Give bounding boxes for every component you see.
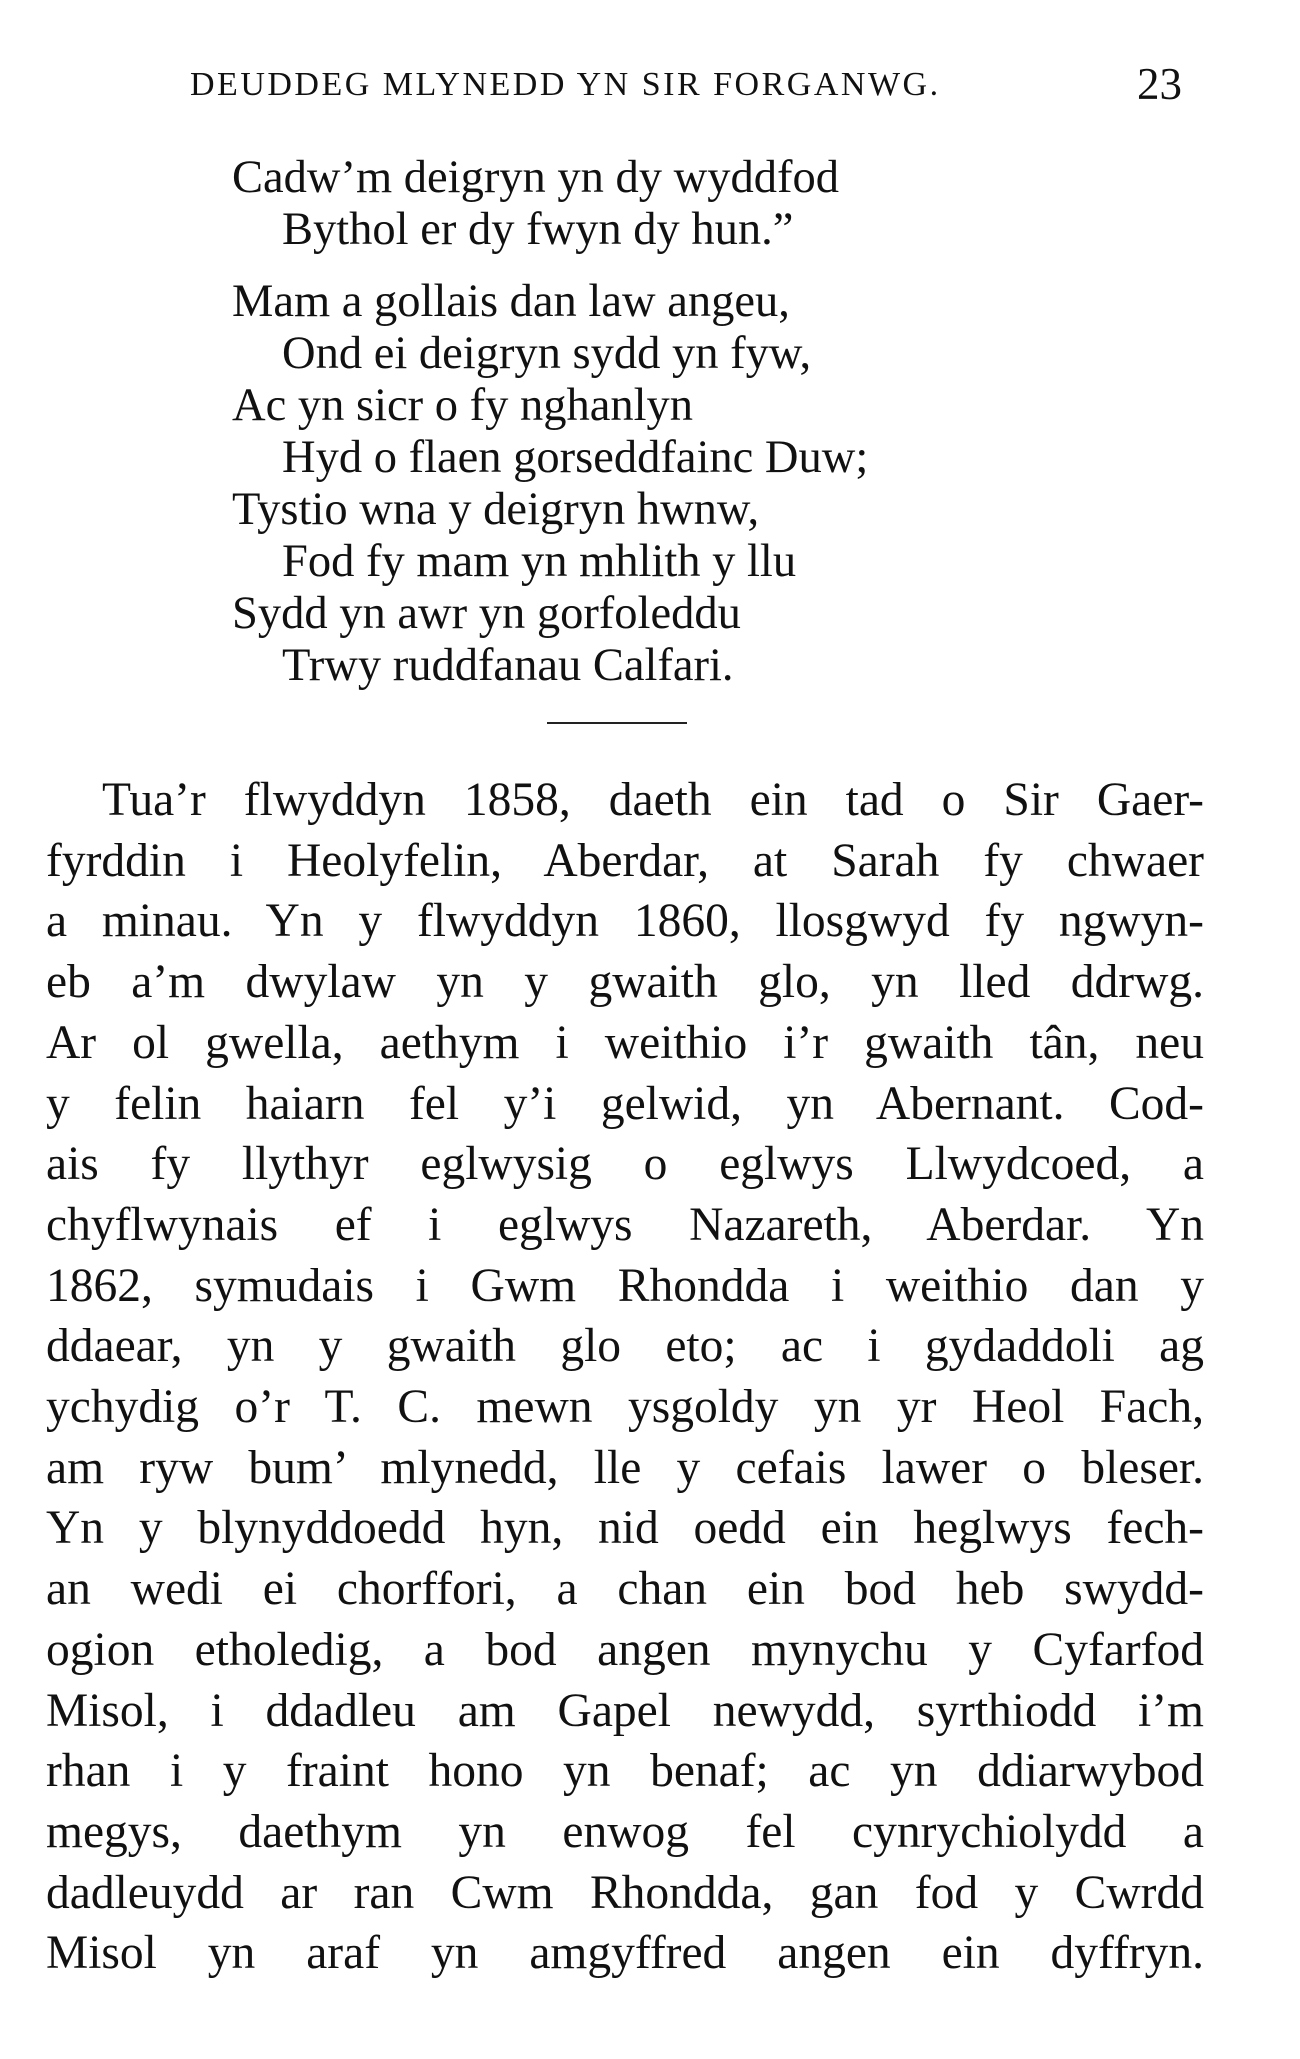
verse-line: Ond ei deigryn sydd yn fyw, [282,328,812,379]
prose-line: Yn y blynyddoedd hyn, nid oedd ein heglwys fech- [46,1502,1204,1555]
prose-line: Ar ol gwella, aethym i weithio i’r gwaith tân, neu [46,1016,1204,1069]
poem-stanza [232,152,868,256]
prose-line: a minau. Yn y flwyddyn 1860, llosgwyd fy ngwyn- [46,895,1204,948]
prose-line: ddaear, yn y gwaith glo eto; ac i gydaddoli ag [46,1320,1204,1373]
prose-line: eb a’m dwylaw yn y gwaith glo, yn lled ddrwg. [46,956,1204,1009]
prose-line: rhan i y fraint hono yn benaf; ac yn ddiarwybod [46,1745,1204,1798]
verse-line: Hyd o flaen gorseddfainc Duw; [282,432,869,483]
verse-line: Mam a gollais dan law angeu, [232,276,790,327]
prose-line: Misol yn araf yn amgyffred angen ein dyffryn. [46,1927,1204,1980]
prose-line: dadleuydd ar ran Cwm Rhondda, gan fod y Cwrdd [46,1866,1204,1919]
verse-line: Fod fy mam yn mhlith y llu [282,536,797,587]
prose-line: Misol, i ddadleu am Gapel newydd, syrthiodd i’m [46,1684,1204,1737]
poem-stanza [232,276,868,692]
prose-paragraph [46,770,1204,1984]
prose-line: 1862, symudais i Gwm Rhondda i weithio dan y [46,1259,1204,1312]
verse-line: Sydd yn awr yn gorfoleddu [232,588,741,639]
verse-line: Bythol er dy fwyn dy hun.” [282,204,794,255]
prose-line: Tua’r flwyddyn 1858, daeth ein tad o Sir Gaer- [102,774,1204,826]
prose-line: ogion etholedig, a bod angen mynychu y Cyfarfod [46,1623,1204,1676]
poem [232,152,868,712]
prose-line: am ryw bum’ mlynedd, lle y cefais lawer o bleser. [46,1441,1204,1494]
prose-line: y felin haiarn fel y’i gelwid, yn Abernant. Cod- [46,1077,1204,1130]
verse-line: Ac yn sicr o fy nghanlyn [232,380,694,431]
running-title: DEUDDEG MLYNEDD YN SIR FORGANWG. [190,66,941,103]
prose-line: ais fy llythyr eglwysig o eglwys Llwydcoed, a [46,1138,1204,1191]
verse-line: Cadw’m deigryn yn dy wyddfod [232,152,839,203]
verse-line: Trwy ruddfanau Calfari. [282,640,734,691]
verse-line: Tystio wna y deigryn hwnw, [232,484,760,535]
prose-line: fyrddin i Heolyfelin, Aberdar, at Sarah fy chwaer [46,834,1204,887]
prose-line: chyflwynais ef i eglwys Nazareth, Aberdar. Yn [46,1198,1204,1251]
page-number: 23 [1137,59,1182,109]
running-head [190,59,1190,110]
prose-line: ychydig o’r T. C. mewn ysgoldy yn yr Heol Fach, [46,1381,1204,1434]
prose-line: megys, daethym yn enwog fel cynrychiolydd a [46,1805,1204,1858]
section-divider [547,722,687,724]
prose-line: an wedi ei chorffori, a chan ein bod heb swydd- [46,1563,1204,1616]
